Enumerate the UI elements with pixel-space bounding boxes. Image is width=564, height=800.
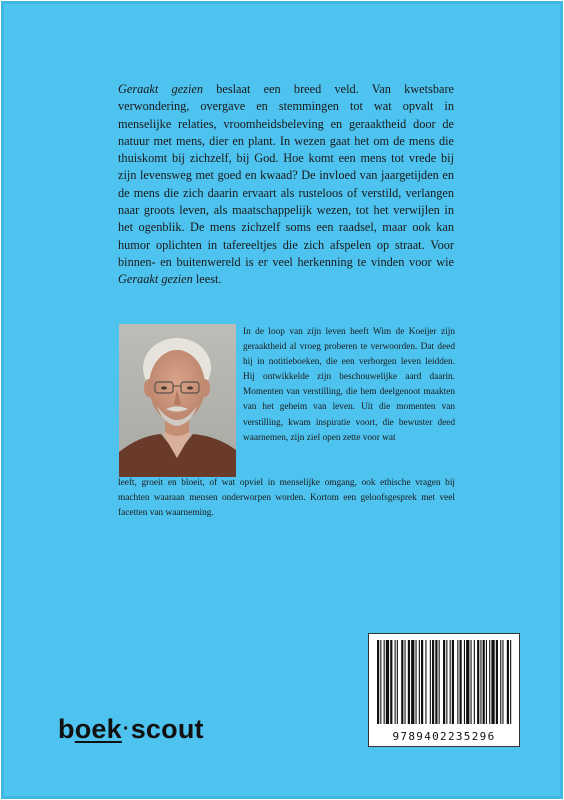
barcode-bars [375,640,513,724]
barcode-bar [384,640,385,724]
back-cover-blurb [118,81,454,289]
barcode-bar [502,640,503,724]
barcode-bar [460,640,462,724]
barcode-bar [464,640,465,724]
barcode-bar [483,640,485,724]
logo-scout: scout [130,714,204,744]
barcode-bar [486,640,487,724]
barcode-bar [496,640,498,724]
barcode-bar [390,640,392,724]
barcode-bar [443,640,445,724]
author-portrait-image [119,324,236,477]
barcode-bar [474,640,475,724]
logo-oek: oek [74,714,122,744]
logo-dot: · [122,718,130,740]
isbn-number: 9789402235296 [392,730,496,743]
barcode-bar [405,640,406,724]
barcode-bar [408,640,410,724]
barcode-bar [452,640,454,724]
book-title-italic: Geraakt gezien [118,82,203,96]
barcode-bar [419,640,420,724]
barcode-bar [480,640,481,724]
barcode-bar [411,640,414,724]
barcode-bar [397,640,398,724]
barcode-bar [435,640,437,724]
barcode-bar [439,640,440,724]
barcode-bar [446,640,447,724]
barcode-bar [395,640,396,724]
barcode-bar [477,640,479,724]
blurb-text-2: leest. [192,272,222,287]
barcode-bar [450,640,451,724]
barcode-bar [510,640,511,724]
barcode-bar [489,640,490,724]
barcode-bar [430,640,431,724]
author-bio-below-photo: leeft, groeit en bloeit, of wat opviel in menselijke omgang, ook ethische vragen bij machten waaraan mensen onderworpen worden. Kortom een geloofsgesprek met veel facetten van waarneming. [118,478,455,519]
barcode-bar [432,640,434,724]
blurb-text-1: beslaat een breed veld. Van kwetsbare verwondering, overgave en stemmingen tot wat opvalt in menselijke relaties, vroomheidsbeleving en geraaktheid door de natuur met mens, dier en plant. In wezen gaat het om de mens die thuiskomt bij zichzelf, bij God. Hoe komt een mens tot vrede bij zijn levensweg met goed en kwaad? De invloed van jaargetijden en de mens die zich daarin ervaart als rusteloos of verstild, verlangen naar groots leven, als maatschappelijk wezen, tot het verwijlen in het ogenblik. De mens zichzelf soms een raadsel, maar ook kan humor oplichten in tafereeltjes die zich afspelen op straat. Voor binnen- en buitenwereld is er veel herkenning te vinden voor wie [118,82,454,269]
author-bio-beside-photo: In de loop van zijn leven heeft Wim de Koeijer zijn geraaktheid al vroeg proberen te verwoorden. Dat deed hij in notitieboeken, die een verborgen leven leidden. Hij ontwikkelde zijn beschouwelijke aard daarin. Momenten van verstilling, die hem deelgenoot maakten van het geheim van leven. Uit die momenten van verstilling, kwam inspiratie voort, die bewuster deed waarnemen, zijn ziel open zette voor wat [243,327,455,443]
barcode-bar [471,640,472,724]
barcode-bar [380,640,381,724]
barcode-bar [386,640,389,724]
barcode-bar [377,640,379,724]
barcode-bar [500,640,501,724]
barcode-bar [421,640,423,724]
author-portrait [119,324,236,477]
book-title-italic-2: Geraakt gezien [118,272,193,287]
barcode-bar [507,640,509,724]
barcode-bar [491,640,494,724]
barcode-bar [466,640,469,724]
publisher-logo [58,714,204,745]
logo-b: b [58,714,75,744]
barcode-bar [425,640,426,724]
barcode-bar [457,640,458,724]
barcode-bar [401,640,403,724]
isbn-barcode [368,633,520,747]
barcode-bar [416,640,417,724]
